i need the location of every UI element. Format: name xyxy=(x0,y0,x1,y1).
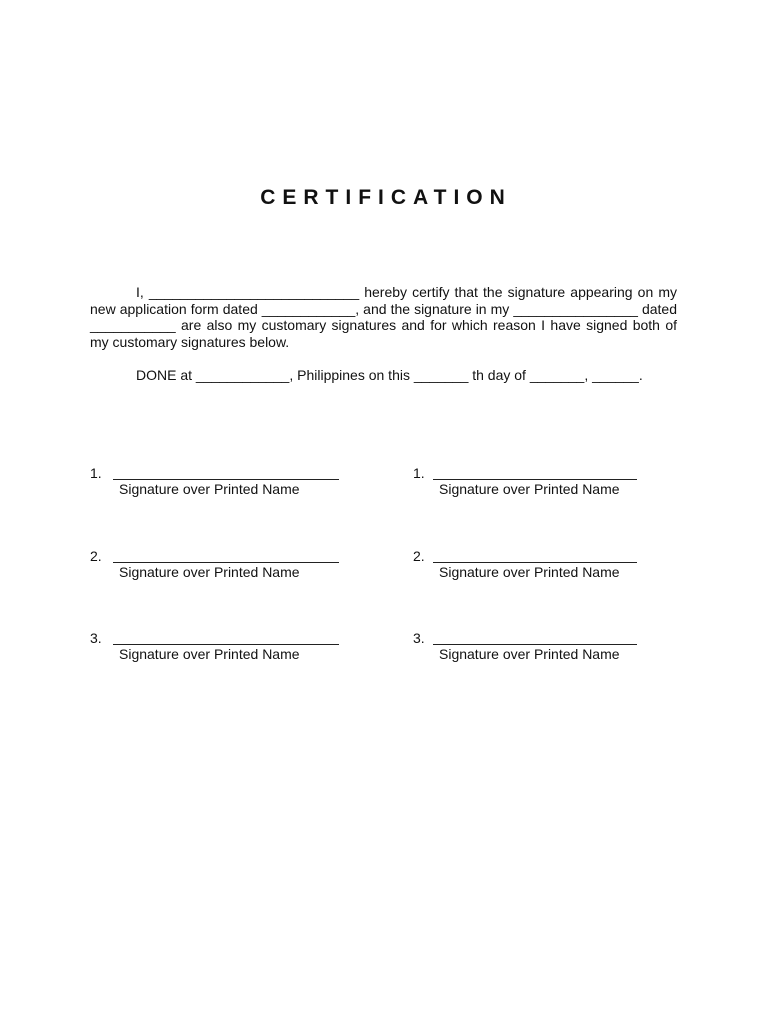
signature-number: 1. xyxy=(90,465,102,481)
document-title: CERTIFICATION xyxy=(260,186,512,209)
signature-line xyxy=(433,644,637,645)
signature-caption: Signature over Printed Name xyxy=(119,646,300,662)
signature-block-right-2 xyxy=(413,548,653,588)
signature-caption: Signature over Printed Name xyxy=(439,564,620,580)
signature-number: 1. xyxy=(413,465,425,481)
signature-number: 3. xyxy=(90,630,102,646)
signature-block-right-1 xyxy=(413,465,653,505)
signature-line xyxy=(113,644,339,645)
signature-number: 3. xyxy=(413,630,425,646)
signature-block-left-1 xyxy=(90,465,330,505)
signature-caption: Signature over Printed Name xyxy=(439,646,620,662)
signature-block-left-3 xyxy=(90,630,330,670)
signature-line xyxy=(433,562,637,563)
signature-line xyxy=(113,562,339,563)
signature-block-right-3 xyxy=(413,630,653,670)
done-at-line: DONE at ____________, Philippines on this _______ th day of _______, ______. xyxy=(136,367,643,383)
signature-number: 2. xyxy=(413,548,425,564)
signature-line xyxy=(433,479,637,480)
signature-caption: Signature over Printed Name xyxy=(119,564,300,580)
signature-block-left-2 xyxy=(90,548,330,588)
signature-number: 2. xyxy=(90,548,102,564)
signature-line xyxy=(113,479,339,480)
signature-caption: Signature over Printed Name xyxy=(119,481,300,497)
certification-paragraph: I, ___________________________ hereby certify that the signature appearing on my new application form dated ____________, and the signature in my ________________ dated ___________ are also my customary signatures and for which reason I have signed both of my customary signatures below. xyxy=(90,284,677,350)
signature-caption: Signature over Printed Name xyxy=(439,481,620,497)
